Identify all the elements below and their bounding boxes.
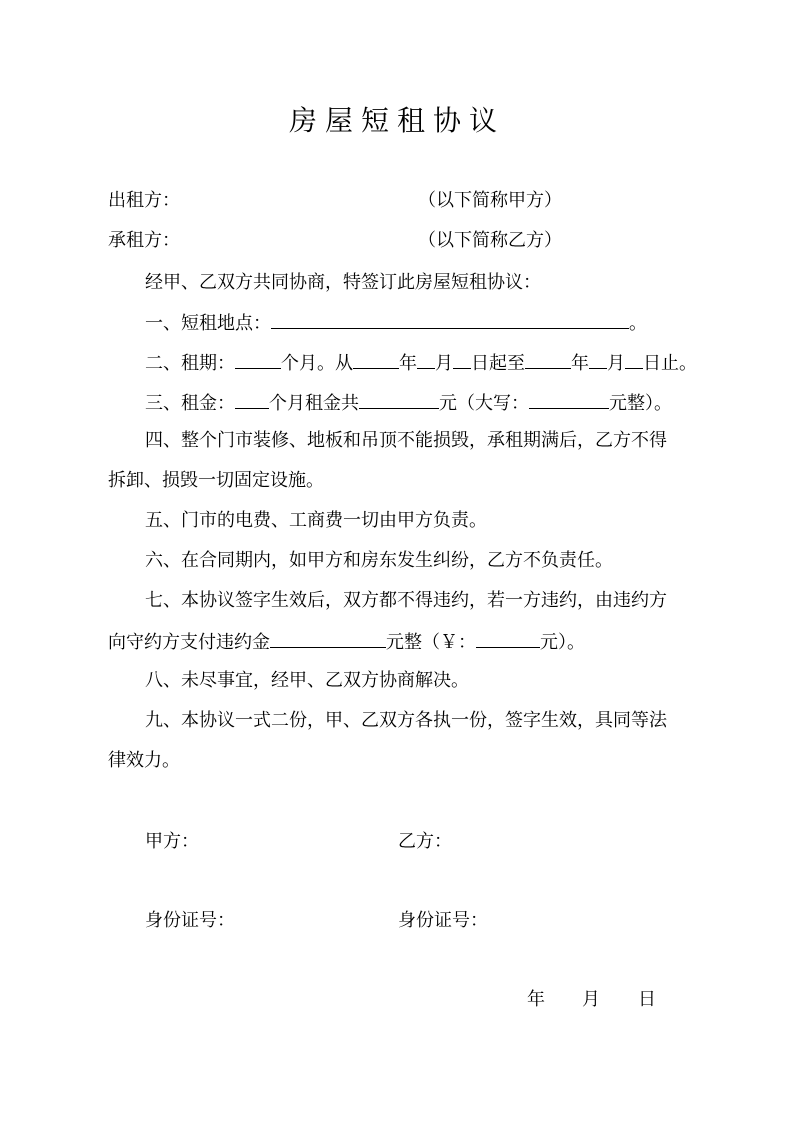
lessee-label: 承租方： [108, 230, 180, 251]
clause-8: 八、未尽事宜，经甲、乙双方协商解决。 [145, 670, 469, 691]
month-text: 月 [607, 353, 625, 374]
penalty-amount-blank[interactable] [270, 629, 386, 648]
party-b-id-label: 身份证号： [398, 910, 488, 931]
clause-1 [145, 310, 647, 336]
lessor-line [108, 189, 180, 213]
start-month-blank[interactable] [417, 350, 435, 369]
clause-3-text2: 元（大写： [439, 393, 529, 414]
lessor-note: （以下简称甲方） [418, 190, 562, 211]
clause-2 [145, 350, 697, 376]
clause-7-line-2 [108, 629, 585, 655]
clause-9-line-1: 九、本协议一式二份，甲、乙双方各执一份，签字生效，具同等法 [145, 710, 667, 731]
clause-5: 五、门市的电费、工商费一切由甲方负责。 [145, 510, 487, 531]
lessee-line [108, 229, 180, 253]
end-month-blank[interactable] [589, 350, 607, 369]
clause-4-line-2: 拆卸、损毁一切固定设施。 [108, 470, 324, 491]
date-day-label: 日 [638, 989, 656, 1010]
date-year-label: 年 [527, 989, 545, 1010]
clause-7-text: 向守约方支付违约金 [108, 632, 270, 653]
month-text: 月 [435, 353, 453, 374]
rent-amount-words-blank[interactable] [529, 390, 609, 409]
clause-4-line-1: 四、整个门市装修、地板和吊顶不能损毁，承租期满后，乙方不得 [145, 430, 667, 451]
clause-2-label: 二、租期： [145, 353, 235, 374]
clause-3-text: 个月租金共 [269, 393, 359, 414]
clause-3-label: 三、租金： [145, 393, 235, 414]
clause-7-line-1: 七、本协议签字生效后，双方都不得违约，若一方违约，由违约方 [145, 590, 667, 611]
clause-7-text2: 元整（￥： [386, 632, 476, 653]
party-a-signature-label: 甲方： [145, 831, 199, 852]
start-year-blank[interactable] [353, 350, 399, 369]
date-month-label: 月 [582, 989, 600, 1010]
end-day-blank[interactable] [625, 350, 643, 369]
clause-6: 六、在合同期内，如甲方和房东发生纠纷，乙方不负责任。 [145, 550, 613, 571]
start-day-blank[interactable] [453, 350, 471, 369]
lessor-label: 出租方： [108, 190, 180, 211]
year-text: 年 [571, 353, 589, 374]
clause-9-line-2: 律效力。 [108, 750, 180, 771]
clause-7-end: 元）。 [540, 632, 585, 653]
clause-3 [145, 390, 672, 416]
day-end-text: 日止。 [643, 353, 697, 374]
lessee-note: （以下简称乙方） [418, 230, 562, 251]
intro: 经甲、乙双方共同协商，特签订此房屋短租协议： [145, 272, 541, 293]
rent-months-blank[interactable] [235, 390, 269, 409]
clause-3-end: 元整）。 [609, 393, 672, 414]
page-title: 房屋短租协议 [288, 104, 505, 137]
party-a-id-label: 身份证号： [145, 910, 235, 931]
rent-amount-blank[interactable] [359, 390, 439, 409]
address-blank[interactable] [271, 310, 629, 329]
clause-2-text: 个月。从 [281, 353, 353, 374]
year-text: 年 [399, 353, 417, 374]
day-text: 日起至 [471, 353, 525, 374]
months-blank[interactable] [235, 350, 281, 369]
end-year-blank[interactable] [525, 350, 571, 369]
party-b-signature-label: 乙方： [398, 831, 452, 852]
penalty-figure-blank[interactable] [476, 629, 540, 648]
clause-1-end: 。 [629, 313, 647, 334]
clause-1-label: 一、短租地点： [145, 313, 271, 334]
